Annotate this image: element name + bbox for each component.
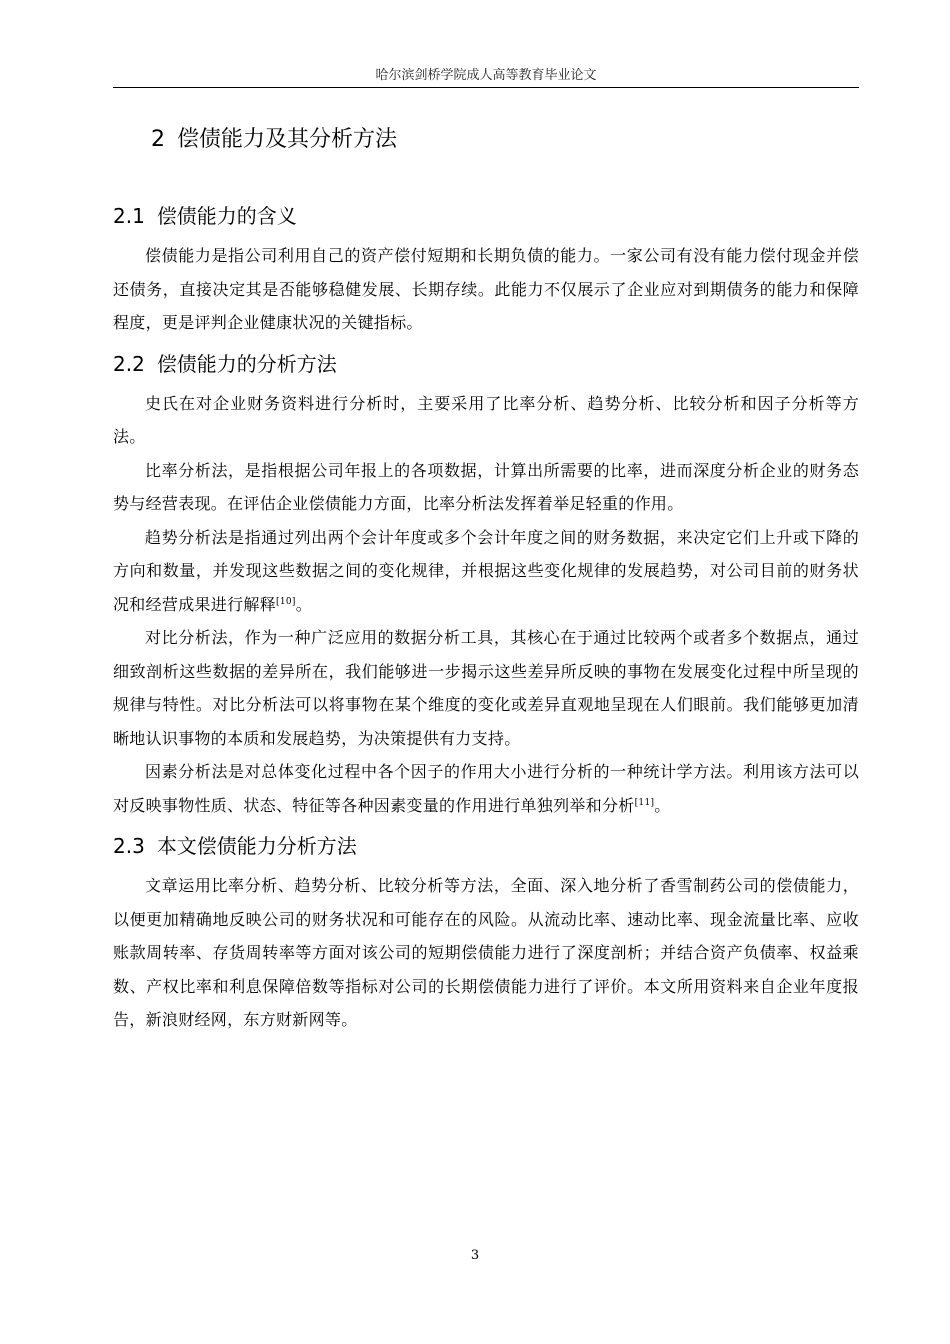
paragraph: 史氏在对企业财务资料进行分析时，主要采用了比率分析、趋势分析、比较分析和因子分析等方法。 — [113, 393, 859, 446]
paragraph — [113, 521, 859, 622]
chapter-number: 2 — [151, 127, 165, 152]
section-number: 2.3 — [113, 834, 145, 858]
chapter-heading — [151, 118, 859, 166]
paragraph-text: 因素分析法是对总体变化过程中各个因子的作用大小进行分析的一种统计学方法。利用该方法可以对反映事物性质、状态、特征等各种因素变量的作用进行单独列举和分析 — [113, 762, 859, 815]
header-rule — [113, 87, 859, 88]
paragraph-end-punct: 。 — [295, 594, 313, 614]
citation: [11] — [634, 797, 655, 808]
running-header: 哈尔滨剑桥学院成人高等教育毕业论文 — [375, 68, 597, 83]
section-heading-2-1 — [113, 196, 859, 239]
section-number: 2.1 — [113, 204, 145, 228]
section-heading-2-3 — [113, 826, 859, 869]
paragraph-end-punct: 。 — [654, 795, 671, 815]
paragraph: 对比分析法，作为一种广泛应用的数据分析工具，其核心在于通过比较两个或者多个数据点，通过细致剖析这些数据的差异所在，我们能够进一步揭示这些差异所反映的事物在发展变化过程中所呈现的规律与特性。对比分析法可以将事物在某个维度的变化或差异直观地呈现在人们眼前。我们能够更加清晰地认识事物的本质和发展趋势，为决策提供有力支持。 — [113, 628, 859, 748]
section-title: 偿债能力的含义 — [156, 204, 297, 228]
paragraph-text: 趋势分析法是指通过列出两个会计年度或多个会计年度之间的财务数据，来决定它们上升或下降的方向和数量，并发现这些数据之间的变化规律，并根据这些变化规律的发展趋势，对公司目前的财务状况和经营成果进行解释 — [113, 527, 859, 614]
section-title: 本文偿债能力分析方法 — [156, 834, 357, 858]
citation: [10] — [276, 596, 296, 607]
paragraph — [113, 755, 859, 822]
page-number: 3 — [470, 1248, 480, 1263]
paragraph: 文章运用比率分析、趋势分析、比较分析等方法，全面、深入地分析了香雪制药公司的偿债能力，以便更加精确地反映公司的财务状况和可能存在的风险。从流动比率、速动比率、现金流量比率、应收账款周转率、存货周转率等方面对该公司的短期偿债能力进行了深度剖析；并结合资产负债率、权益乘数、产权比率和利息保障倍数等指标对公司的长期偿债能力进行了评价。本文所用资料来自企业年度报告，新浪财经网，东方财新网等。 — [113, 876, 859, 1029]
paragraph: 偿债能力是指公司利用自己的资产偿付短期和长期负债的能力。一家公司有没有能力偿付现金并偿还债务，直接决定其是否能够稳健发展、长期存续。此能力不仅展示了企业应对到期债务的能力和保障程度，更是评判企业健康状况的关键指标。 — [113, 246, 859, 332]
paragraph: 比率分析法，是指根据公司年报上的各项数据，计算出所需要的比率，进而深度分析企业的财务态势与经营表现。在评估企业偿债能力方面，比率分析法发挥着举足轻重的作用。 — [113, 460, 859, 513]
section-number: 2.2 — [113, 351, 145, 376]
page-body — [113, 118, 859, 1037]
chapter-title: 偿债能力及其分析方法 — [177, 127, 398, 152]
section-heading-2-2 — [113, 344, 859, 387]
section-title: 偿债能力的分析方法 — [156, 351, 337, 376]
